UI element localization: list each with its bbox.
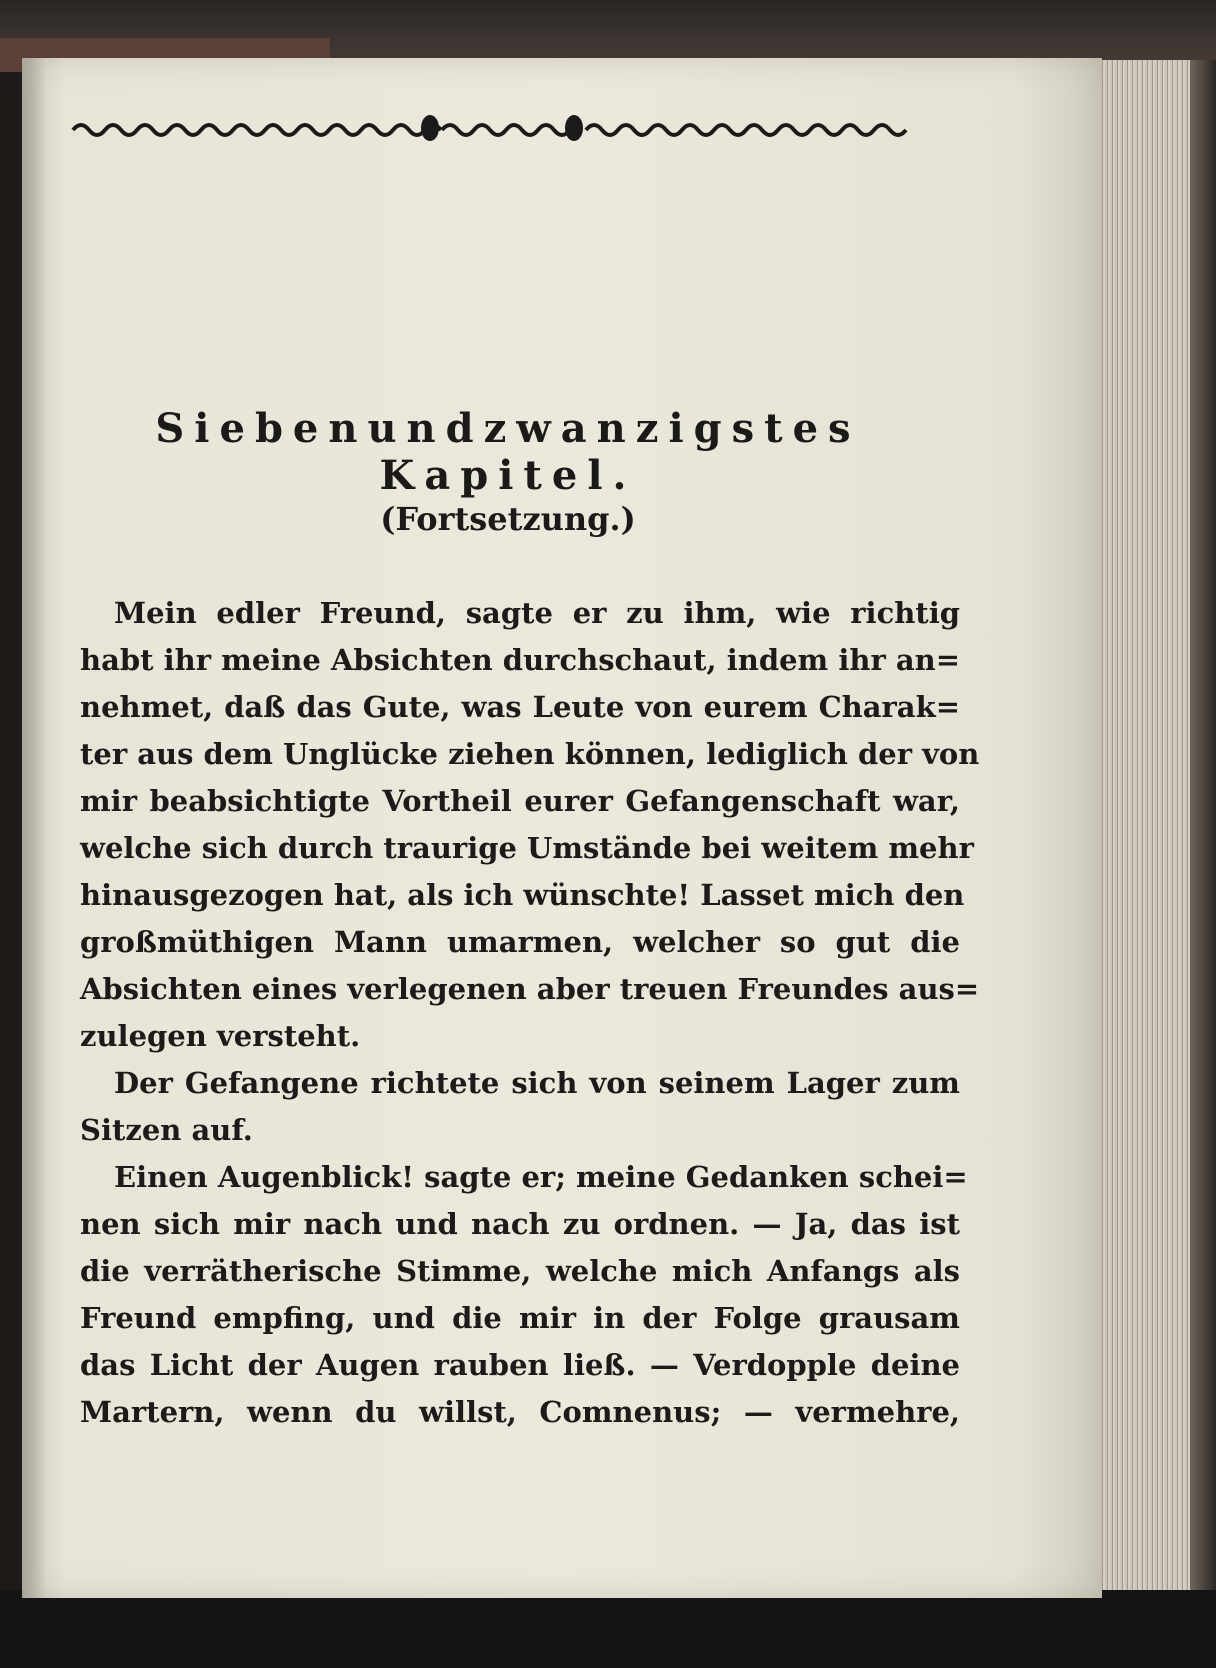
text-line: nen sich mir nach und nach zu ordnen. — Ja, das ist: [80, 1207, 960, 1241]
chapter-subtitle: (Fortsetzung.): [380, 500, 636, 538]
text-line: Sitzen auf.: [80, 1113, 253, 1147]
text-line: welche sich durch traurige Umstände bei weitem mehr: [80, 831, 974, 865]
ornamental-rule: [68, 108, 928, 148]
book-cover-bottom: [0, 1590, 1216, 1668]
text-line: hinausgezogen hat, als ich wünschte! Lasset mich den: [80, 878, 965, 912]
text-line: ter aus dem Unglücke ziehen können, lediglich der von: [80, 737, 980, 771]
book-spine-shadow: [1190, 60, 1216, 1600]
body-text: [80, 590, 980, 1436]
text-line: die verrätherische Stimme, welche mich Anfangs als: [80, 1254, 960, 1288]
text-line: großmüthigen Mann umarmen, welcher so gut die: [80, 925, 960, 959]
text-line: Martern, wenn du willst, Comnenus; — vermehre,: [80, 1395, 960, 1429]
text-line: mir beabsichtigte Vortheil eurer Gefangenschaft war,: [80, 784, 960, 818]
text-line: Einen Augenblick! sagte er; meine Gedanken schei=: [114, 1160, 968, 1194]
ornament-wave-icon: [68, 108, 928, 148]
chapter-title: Siebenundzwanzigstes Kapitel.: [155, 405, 861, 499]
text-line: Absichten eines verlegenen aber treuen Freundes aus=: [80, 972, 980, 1006]
text-line: habt ihr meine Absichten durchschaut, indem ihr an=: [80, 643, 960, 677]
text-line: das Licht der Augen rauben ließ. — Verdopple deine: [80, 1348, 960, 1382]
text-line: zulegen versteht.: [80, 1019, 361, 1053]
text-line: nehmet, daß das Gute, was Leute von eurem Charak=: [80, 690, 960, 724]
text-line: Der Gefangene richtete sich von seinem Lager zum: [114, 1066, 960, 1100]
text-line: Freund empfing, und die mir in der Folge grausam: [80, 1301, 960, 1335]
page-gutter: [22, 58, 46, 1598]
text-line: Mein edler Freund, sagte er zu ihm, wie richtig: [114, 596, 960, 630]
